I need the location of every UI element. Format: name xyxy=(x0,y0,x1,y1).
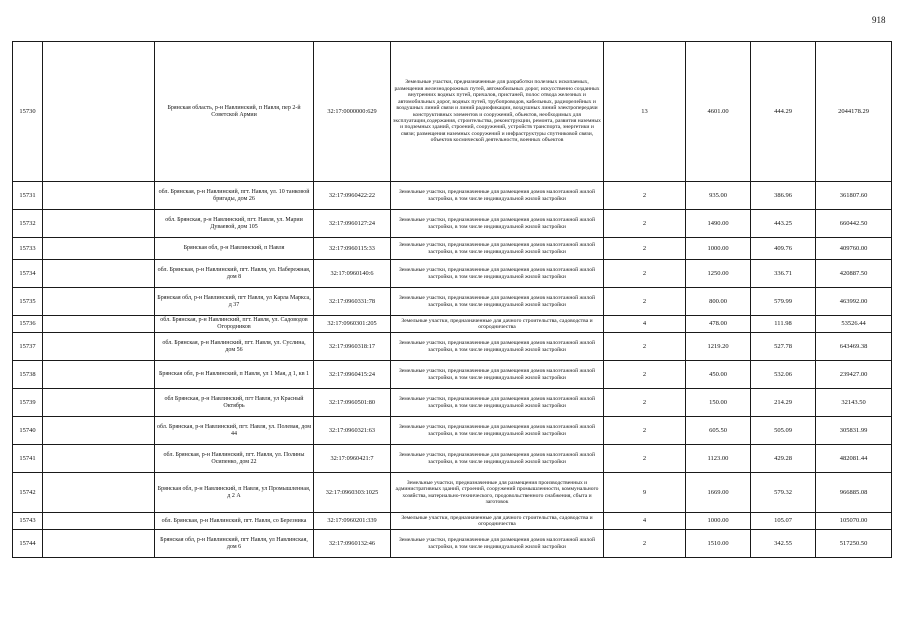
area-cell: 1510.00 xyxy=(686,530,751,558)
specific-value-cell: 444.29 xyxy=(751,42,816,182)
group-number-cell: 2 xyxy=(604,445,686,473)
address-cell: обл. Брянская, р-н Навлинский, пгт. Навля, ул. 10 танковой бригады, дом 26 xyxy=(155,182,314,210)
land-use-cell: Земельные участки, предназначенные для дачного строительства, садоводства и огородничества xyxy=(391,316,604,333)
cadastral-value-cell: 463992.00 xyxy=(816,288,892,316)
table-row xyxy=(13,389,892,417)
row-number: 15739 xyxy=(13,389,43,417)
address-cell: обл. Брянская, р-н Навлинский, пгт. Навля, ул. Марии Дуваевой, дом 105 xyxy=(155,210,314,238)
specific-value-cell: 386.96 xyxy=(751,182,816,210)
area-cell: 478.00 xyxy=(686,316,751,333)
cadastral-number-cell: 32:17:0960201:339 xyxy=(314,513,391,530)
empty-cell xyxy=(43,445,155,473)
cadastral-number-cell: 32:17:0960132:46 xyxy=(314,530,391,558)
empty-cell xyxy=(43,42,155,182)
cadastral-number-cell: 32:17:0960303:1025 xyxy=(314,473,391,513)
empty-cell xyxy=(43,513,155,530)
table-row xyxy=(13,288,892,316)
row-number: 15738 xyxy=(13,361,43,389)
group-number-cell: 2 xyxy=(604,238,686,260)
group-number-cell: 4 xyxy=(604,513,686,530)
table-row xyxy=(13,417,892,445)
cadastral-value-cell: 32143.50 xyxy=(816,389,892,417)
specific-value-cell: 111.98 xyxy=(751,316,816,333)
cadastral-value-table xyxy=(12,41,892,558)
land-use-cell: Земельные участки, предназначенные для размещения домов малоэтажной жилой застройки, в том числе индивидуальной жилой застройки xyxy=(391,333,604,361)
empty-cell xyxy=(43,473,155,513)
cadastral-value-cell: 517250.50 xyxy=(816,530,892,558)
address-cell: обл Брянская, р-н Навлинский, пгт Навля, ул Красный Октябрь xyxy=(155,389,314,417)
table-row xyxy=(13,445,892,473)
table-row xyxy=(13,238,892,260)
land-use-cell: Земельные участки, предназначенные для размещения домов малоэтажной жилой застройки, в том числе индивидуальной жилой застройки xyxy=(391,210,604,238)
land-use-cell: Земельные участки, предназначенные для размещения домов малоэтажной жилой застройки, в том числе индивидуальной жилой застройки xyxy=(391,530,604,558)
specific-value-cell: 532.06 xyxy=(751,361,816,389)
table-row xyxy=(13,260,892,288)
table-row xyxy=(13,513,892,530)
empty-cell xyxy=(43,210,155,238)
table-row xyxy=(13,473,892,513)
cadastral-value-cell: 482081.44 xyxy=(816,445,892,473)
area-cell: 605.50 xyxy=(686,417,751,445)
empty-cell xyxy=(43,389,155,417)
group-number-cell: 9 xyxy=(604,473,686,513)
area-cell: 4601.00 xyxy=(686,42,751,182)
table-row xyxy=(13,316,892,333)
row-number: 15737 xyxy=(13,333,43,361)
table-row xyxy=(13,210,892,238)
table-body xyxy=(13,42,892,558)
address-cell: обл. Брянская, р-н Навлинский, пгт. Навля, со Березника xyxy=(155,513,314,530)
row-number: 15736 xyxy=(13,316,43,333)
address-cell: обл. Брянская, р-н Навлинский, пгт. Навля, ул. Полевая, дом 44 xyxy=(155,417,314,445)
group-number-cell: 2 xyxy=(604,260,686,288)
area-cell: 1219.20 xyxy=(686,333,751,361)
empty-cell xyxy=(43,260,155,288)
area-cell: 935.00 xyxy=(686,182,751,210)
row-number: 15741 xyxy=(13,445,43,473)
area-cell: 800.00 xyxy=(686,288,751,316)
specific-value-cell: 579.99 xyxy=(751,288,816,316)
specific-value-cell: 214.29 xyxy=(751,389,816,417)
address-cell: обл. Брянская, р-н Навлинский, пгт. Навля, ул. Суслина, дом 56 xyxy=(155,333,314,361)
table-row xyxy=(13,42,892,182)
cadastral-value-cell: 966885.08 xyxy=(816,473,892,513)
empty-cell xyxy=(43,238,155,260)
row-number: 15733 xyxy=(13,238,43,260)
table-row xyxy=(13,333,892,361)
group-number-cell: 4 xyxy=(604,316,686,333)
land-use-cell: Земельные участки, предназначенные для дачного строительства, садоводства и огородничества xyxy=(391,513,604,530)
area-cell: 150.00 xyxy=(686,389,751,417)
area-cell: 1490.00 xyxy=(686,210,751,238)
area-cell: 1123.00 xyxy=(686,445,751,473)
empty-cell xyxy=(43,530,155,558)
land-use-cell: Земельные участки, предназначенные для размещения домов малоэтажной жилой застройки, в том числе индивидуальной жилой застройки xyxy=(391,361,604,389)
area-cell: 1000.00 xyxy=(686,238,751,260)
land-use-cell: Земельные участки, предназначенные для размещения домов малоэтажной жилой застройки, в том числе индивидуальной жилой застройки xyxy=(391,238,604,260)
land-use-cell: Земельные участки, предназначенные для размещения домов малоэтажной жилой застройки, в том числе индивидуальной жилой застройки xyxy=(391,182,604,210)
address-cell: Брянская обл, р-н Навлинский, п Навля, ул 1 Мая, д 1, кв 1 xyxy=(155,361,314,389)
row-number: 15734 xyxy=(13,260,43,288)
specific-value-cell: 527.78 xyxy=(751,333,816,361)
specific-value-cell: 429.28 xyxy=(751,445,816,473)
cadastral-number-cell: 32:17:0960415:24 xyxy=(314,361,391,389)
cadastral-value-cell: 660442.50 xyxy=(816,210,892,238)
land-use-cell: Земельные участки, предназначенные для размещения домов малоэтажной жилой застройки, в том числе индивидуальной жилой застройки xyxy=(391,288,604,316)
empty-cell xyxy=(43,182,155,210)
cadastral-value-cell: 105070.00 xyxy=(816,513,892,530)
table-row xyxy=(13,182,892,210)
empty-cell xyxy=(43,361,155,389)
cadastral-number-cell: 32:17:0960115:33 xyxy=(314,238,391,260)
address-cell: обл. Брянская, р-н Навлинский, пгт. Навля, ул. Набережная, дом 8 xyxy=(155,260,314,288)
group-number-cell: 2 xyxy=(604,288,686,316)
land-use-cell: Земельные участки, предназначенные для размещения домов малоэтажной жилой застройки, в том числе индивидуальной жилой застройки xyxy=(391,260,604,288)
address-cell: Брянская обл, р-н Навлинский, п Навля, ул Промышленная, д 2 А xyxy=(155,473,314,513)
empty-cell xyxy=(43,288,155,316)
land-use-cell: Земельные участки, предназначенные для разработки полезных ископаемых, размещения железнодорожных путей, автомобильных дорог, искусственно созданных внутренних водных путей, причалов, пристаней, полос отвода железных и автомобильных дорог, водных путей, трубопроводов, кабельных, радиорелейных и воздушных линий связи и линий радиофикации, воздушных линий электропередачи конструктивных элементов и сооружений, объектов, необходимых для эксплуатации,содержания, строительства, реконструкции, ремонта, развития наземных и подземных зданий, строений, сооружений, устройств транспорта, энергетики и связи; размещения наземных сооружений и инфраструктуры спутниковой связи, объектов космической деятельности, военных объектов xyxy=(391,42,604,182)
cadastral-value-cell: 2044178.29 xyxy=(816,42,892,182)
row-number: 15740 xyxy=(13,417,43,445)
area-cell: 1250.00 xyxy=(686,260,751,288)
cadastral-value-cell: 361807.60 xyxy=(816,182,892,210)
specific-value-cell: 342.55 xyxy=(751,530,816,558)
cadastral-value-cell: 305831.99 xyxy=(816,417,892,445)
cadastral-value-cell: 409760.00 xyxy=(816,238,892,260)
cadastral-number-cell: 32:17:0960421:7 xyxy=(314,445,391,473)
group-number-cell: 2 xyxy=(604,361,686,389)
group-number-cell: 2 xyxy=(604,417,686,445)
cadastral-number-cell: 32:17:0960422:22 xyxy=(314,182,391,210)
specific-value-cell: 443.25 xyxy=(751,210,816,238)
cadastral-number-cell: 32:17:0000000:629 xyxy=(314,42,391,182)
specific-value-cell: 505.09 xyxy=(751,417,816,445)
row-number: 15730 xyxy=(13,42,43,182)
row-number: 15744 xyxy=(13,530,43,558)
row-number: 15735 xyxy=(13,288,43,316)
row-number: 15743 xyxy=(13,513,43,530)
row-number: 15732 xyxy=(13,210,43,238)
row-number: 15742 xyxy=(13,473,43,513)
specific-value-cell: 336.71 xyxy=(751,260,816,288)
land-use-cell: Земельные участки, предназначенные для размещения домов малоэтажной жилой застройки, в том числе индивидуальной жилой застройки xyxy=(391,417,604,445)
address-cell: Брянская обл, р-н Навлинский, пгт Навля, ул Навлинская, дом 6 xyxy=(155,530,314,558)
area-cell: 450.00 xyxy=(686,361,751,389)
cadastral-number-cell: 32:17:0960501:80 xyxy=(314,389,391,417)
land-use-cell: Земельные участки, предназначенные для размещения производственных и административных зданий, строений, сооружений промышленности, коммунального хозяйства, материально-технического, продовольственного снабжения, сбыта и заготовок xyxy=(391,473,604,513)
cadastral-number-cell: 32:17:0960127:24 xyxy=(314,210,391,238)
cadastral-number-cell: 32:17:0960321:63 xyxy=(314,417,391,445)
cadastral-value-cell: 643469.38 xyxy=(816,333,892,361)
address-cell: Брянская область, р-н Навлинский, п Навля, пер 2-й Советской Армии xyxy=(155,42,314,182)
empty-cell xyxy=(43,333,155,361)
specific-value-cell: 105.07 xyxy=(751,513,816,530)
area-cell: 1669.00 xyxy=(686,473,751,513)
cadastral-value-cell: 53526.44 xyxy=(816,316,892,333)
table-row xyxy=(13,361,892,389)
group-number-cell: 2 xyxy=(604,182,686,210)
address-cell: Брянская обл, р-н Навлинский, п Навля xyxy=(155,238,314,260)
specific-value-cell: 579.32 xyxy=(751,473,816,513)
specific-value-cell: 409.76 xyxy=(751,238,816,260)
address-cell: обл. Брянская, р-н Навлинский, пгт. Навля, ул. Садоводов Огородников xyxy=(155,316,314,333)
empty-cell xyxy=(43,417,155,445)
cadastral-number-cell: 32:17:0960331:78 xyxy=(314,288,391,316)
group-number-cell: 2 xyxy=(604,530,686,558)
row-number: 15731 xyxy=(13,182,43,210)
cadastral-number-cell: 32:17:0960301:205 xyxy=(314,316,391,333)
cadastral-number-cell: 32:17:0960318:17 xyxy=(314,333,391,361)
group-number-cell: 2 xyxy=(604,333,686,361)
address-cell: Брянская обл, р-н Навлинский, пгт Навля, ул Карла Маркса, д 37 xyxy=(155,288,314,316)
group-number-cell: 2 xyxy=(604,210,686,238)
cadastral-value-cell: 420887.50 xyxy=(816,260,892,288)
cadastral-value-cell: 239427.00 xyxy=(816,361,892,389)
group-number-cell: 13 xyxy=(604,42,686,182)
table-row xyxy=(13,530,892,558)
empty-cell xyxy=(43,316,155,333)
address-cell: обл. Брянская, р-н Навлинский, пгт. Навля, ул. Полины Осипенко, дом 22 xyxy=(155,445,314,473)
cadastral-number-cell: 32:17:0960140:6 xyxy=(314,260,391,288)
area-cell: 1000.00 xyxy=(686,513,751,530)
page-number: 918 xyxy=(872,15,886,25)
land-use-cell: Земельные участки, предназначенные для размещения домов малоэтажной жилой застройки, в том числе индивидуальной жилой застройки xyxy=(391,389,604,417)
land-use-cell: Земельные участки, предназначенные для размещения домов малоэтажной жилой застройки, в том числе индивидуальной жилой застройки xyxy=(391,445,604,473)
group-number-cell: 2 xyxy=(604,389,686,417)
